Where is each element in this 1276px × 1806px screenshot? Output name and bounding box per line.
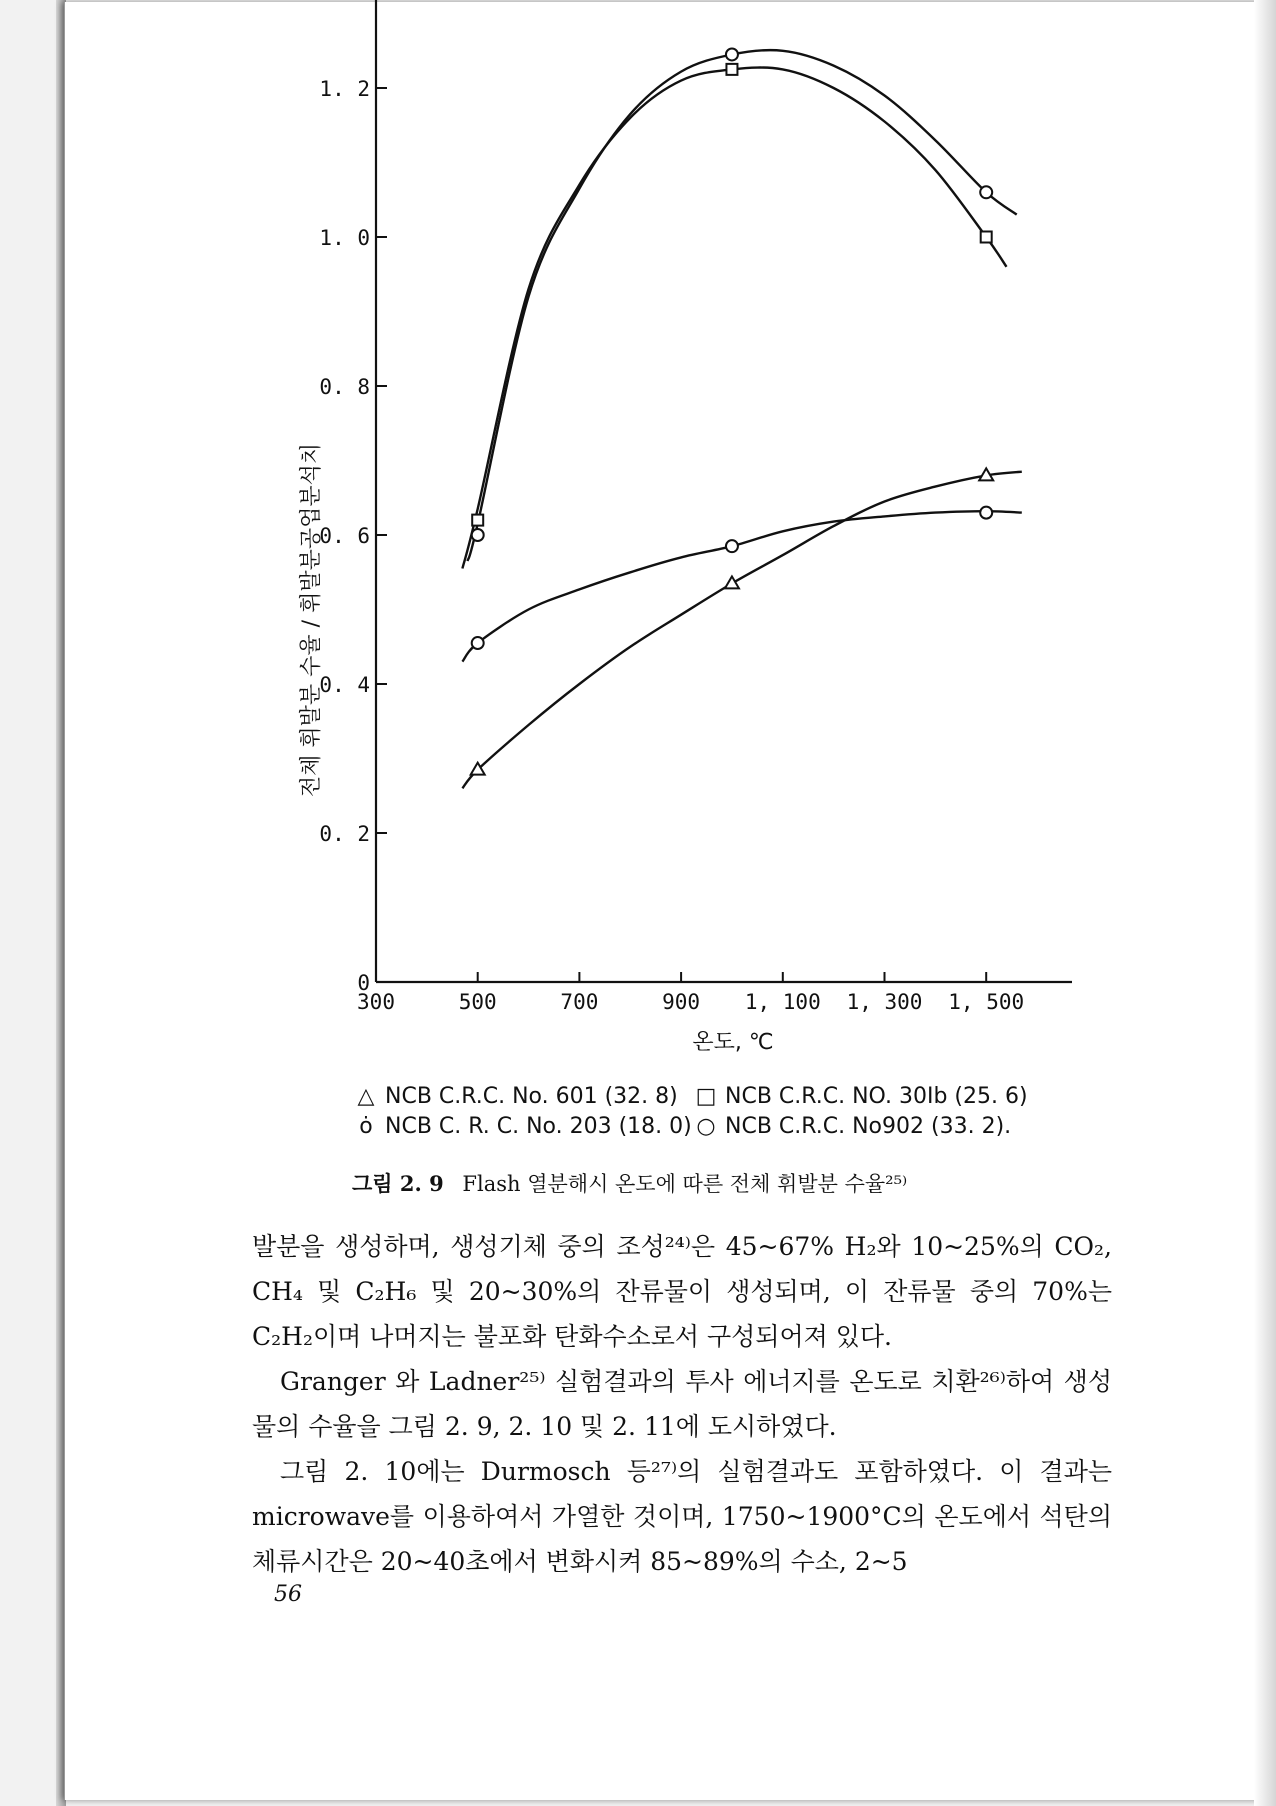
paragraph: Granger 와 Ladner²⁵⁾ 실험결과의 투사 에너지를 온도로 치환²⁶⁾하여 생성물의 수율을 그림 2. 9, 2. 10 및 2. 11에 도시하였다.	[252, 1367, 1112, 1441]
body-text	[252, 1224, 1112, 1584]
y-tick-label: 0. 2	[319, 822, 370, 846]
paragraph: 발분을 생성하며, 생성기체 중의 조성²⁴⁾은 45~67% H₂와 10~25%의 CO₂, CH₄ 및 C₂H₆ 및 20~30%의 잔류물이 생성되며, 이 잔류물 중의 70%는 C₂H₂이며 나머지는 불포화 탄화수소로서 구성되어져 있다.	[252, 1232, 1112, 1351]
x-axis-label: 온도, ℃	[692, 1030, 774, 1055]
circle-data-point	[726, 48, 738, 60]
triangle-marker-icon: △	[357, 1084, 375, 1109]
circle-data-point	[980, 507, 992, 519]
triangle-data-point	[725, 576, 739, 588]
legend-row	[355, 1112, 1115, 1142]
legend-entry-601	[355, 1082, 695, 1112]
y-tick-label: 1. 0	[319, 226, 370, 250]
legend-entry-902	[695, 1112, 1011, 1142]
paragraph: 그림 2. 10에는 Durmosch 등²⁷⁾의 실험결과도 포함하였다. 이 결과는 microwave를 이용하여서 가열한 것이며, 1750~1900°C의 온도에서 석탄의 체류시간은 20~40초에서 변화시켜 85~89%의 수소, 2~5	[252, 1457, 1112, 1576]
square-data-point	[472, 515, 483, 526]
legend-row	[355, 1082, 1115, 1112]
legend-label: NCB C. R. C. No. 203 (18. 0)	[385, 1114, 692, 1139]
series-line	[462, 67, 1006, 568]
figure-caption	[352, 1168, 1152, 1198]
square-data-point	[726, 64, 737, 75]
y-tick-label: 0. 6	[319, 524, 370, 548]
circle-marker-icon: ○	[696, 1114, 716, 1139]
dotted-circle-marker-icon: ȯ	[359, 1114, 373, 1139]
y-tick-label: 0. 4	[319, 673, 370, 697]
x-tick-label: 1, 500	[948, 990, 1025, 1014]
y-axis-label: 전체 휘발분 수율 / 휘발분공업분석치	[299, 442, 324, 798]
square-marker-icon: □	[695, 1084, 717, 1109]
chart-markers	[471, 48, 994, 774]
y-tick-label: 0. 8	[319, 375, 370, 399]
chart-axes	[319, 0, 1072, 1014]
chart-curves	[462, 50, 1021, 788]
legend-label: NCB C.R.C. No. 601 (32. 8)	[385, 1084, 678, 1109]
circle-data-point	[472, 529, 484, 541]
circle-data-point	[980, 186, 992, 198]
legend-entry-301b	[695, 1082, 1028, 1112]
page-number: 56	[274, 1582, 302, 1607]
x-tick-label: 500	[458, 990, 497, 1014]
y-tick-label: 0	[357, 971, 370, 995]
chart-legend	[355, 1082, 1115, 1142]
figure-number: 그림 2. 9	[352, 1171, 444, 1196]
x-tick-label: 300	[357, 990, 395, 1014]
x-tick-label: 700	[560, 990, 599, 1014]
figure-caption-text: Flash 열분해시 온도에 따른 전체 휘발분 수율²⁵⁾	[462, 1172, 908, 1196]
circle-data-point	[472, 637, 484, 649]
x-tick-label: 900	[662, 990, 701, 1014]
circle-data-point	[726, 540, 738, 552]
legend-entry-203	[355, 1112, 695, 1142]
x-tick-label: 1, 300	[846, 990, 923, 1014]
series-line	[462, 472, 1021, 789]
legend-label: NCB C.R.C. No902 (33. 2).	[725, 1114, 1012, 1139]
x-tick-label: 1, 100	[744, 990, 821, 1014]
square-data-point	[981, 232, 992, 243]
series-line	[462, 511, 1021, 661]
series-line	[468, 50, 1017, 561]
y-tick-label: 1. 2	[319, 77, 370, 101]
legend-label: NCB C.R.C. NO. 30Ib (25. 6)	[725, 1084, 1028, 1109]
